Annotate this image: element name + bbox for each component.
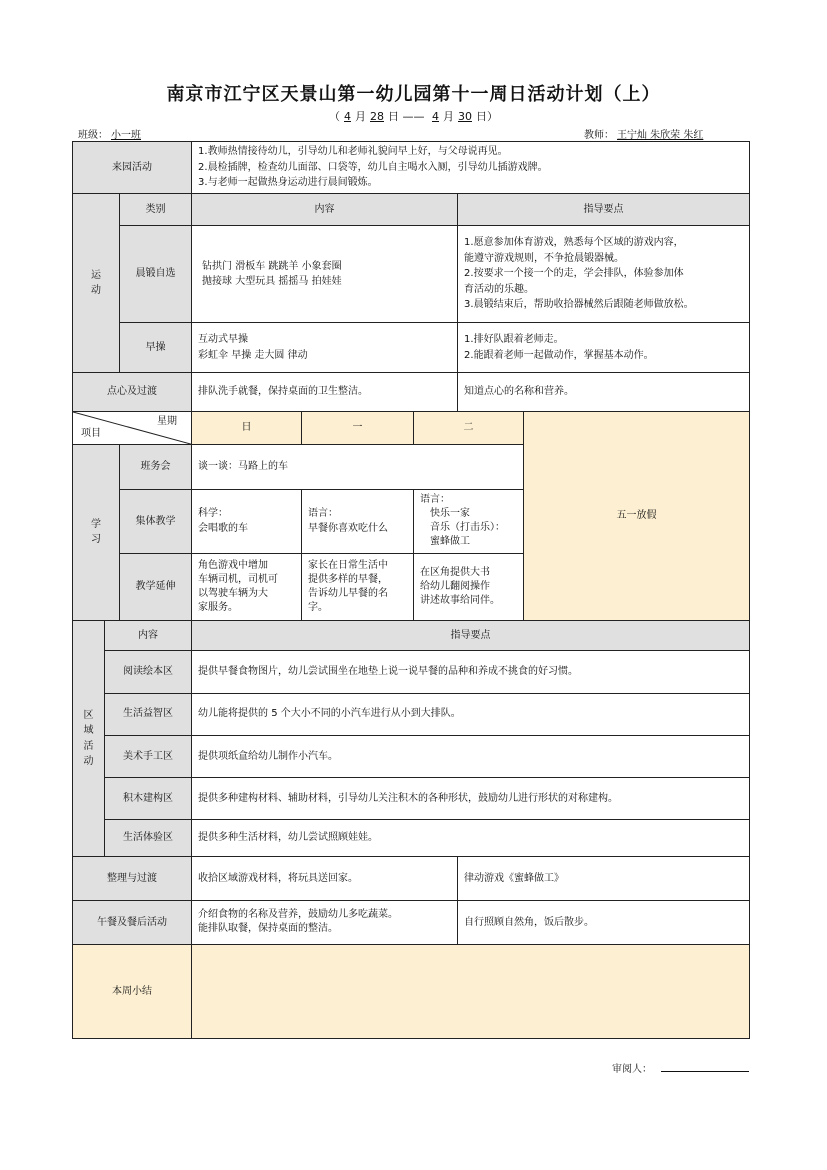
extension-line: 给幼儿翻阅操作 [420,581,491,593]
lunch-content [192,901,458,944]
morning-drill-content [192,323,458,373]
area-row [73,820,750,857]
morning-guide-line: 2.按要求一个接一个的走，学会排队，体验参加体 [464,268,684,280]
date-close: 日） [476,110,498,123]
extension-line: 车辆司机，司机可 [198,574,279,586]
tidy-guide: 律动游戏《蜜蜂做工》 [458,857,750,901]
drill-content-line: 彩虹伞 早操 走大圆 律动 [198,349,308,361]
lunch-row [73,901,750,944]
guide-header: 指导要点 [458,193,750,225]
teaching-line: 科学： [198,507,229,519]
morning-guide-line: 1.愿意参加体育游戏，熟悉每个区域的游戏内容， [464,237,684,249]
week-summary-label: 本周小结 [73,944,192,1038]
study-label-char: 习 [91,534,101,546]
study-label-char: 学 [91,518,101,530]
drill-content-line: 互动式早操 [198,334,249,346]
arrival-content [192,142,750,194]
arrival-line: 1.教师热情接待幼儿，引导幼儿和老师礼貌问早上好，与父母说再见。 [198,146,508,158]
morning-drill-label: 早操 [120,323,192,373]
tidy-content: 收拾区域游戏材料，将玩具送回家。 [192,857,458,901]
activity-plan-table [72,141,750,1039]
arrival-label: 来园活动 [73,142,192,194]
snack-guide: 知道点心的名称和营养。 [458,373,750,411]
area-text: 提供项纸盒给幼儿制作小汽车。 [192,735,750,777]
reviewer-signature-line [661,1071,749,1072]
area-text: 提供多种生活材料，幼儿尝试照顾娃娃。 [192,820,750,857]
class-meeting-content: 谈一谈：马路上的车 [192,444,524,489]
morning-exercise-guide [458,225,750,322]
sports-label [73,193,120,373]
arrival-line: 2.晨检插牌，检查幼儿面部、口袋等，幼儿自主喝水入厕，引导幼儿插游戏牌。 [198,161,548,173]
teaching-tuesday [414,489,524,553]
area-name: 生活体验区 [105,820,192,857]
lunch-guide: 自行照顾自然角，饭后散步。 [458,901,750,944]
morning-exercise-content [192,225,458,322]
area-label-char: 动 [83,756,94,768]
drill-guide-line: 2.能跟着老师一起做动作，掌握基本动作。 [464,349,654,361]
extension-line: 家服务。 [198,602,239,614]
month-char-1: 月 [355,110,366,123]
week-summary-content [192,944,750,1038]
class-value: 小一班 [111,130,141,141]
day-sunday: 日 [192,411,302,444]
weekday-item-corner [73,411,192,444]
extension-line: 角色游戏中增加 [198,560,269,572]
area-label-char: 活 [83,740,94,752]
sports-header-row [73,193,750,225]
morning-exercise-label: 晨锻自选 [120,225,192,322]
date-range [0,108,827,124]
content-header: 内容 [192,193,458,225]
drill-guide-line: 1.排好队跟着老师走。 [464,334,564,346]
class-meeting-label: 班务会 [120,444,192,489]
morning-content-line: 钻拱门 滑板车 跳跳羊 小象套圈 [202,260,342,272]
arrival-line: 3.与老师一起做热身运动进行晨间锻炼。 [198,177,378,189]
teaching-extension-label: 教学延伸 [120,554,192,621]
sports-label-char: 动 [91,285,101,297]
teacher-value: 王宁灿 朱欣荣 朱红 [617,130,704,141]
snack-row [73,373,750,411]
area-guide-header: 指导要点 [192,621,750,651]
extension-line: 以驾驶车辆为大 [198,588,269,600]
reviewer-label: 审阅人： [612,1064,652,1075]
extension-line: 提供多样的早餐， [308,574,389,586]
day-monday: 一 [302,411,414,444]
area-name: 积木建构区 [105,777,192,819]
area-row [73,693,750,735]
teaching-sunday [192,489,302,553]
teacher-label: 教师： [584,130,614,141]
summary-row [73,944,750,1038]
weekday-row [73,411,750,444]
area-text: 提供早餐食物图片，幼儿尝试围坐在地垫上说一说早餐的品种和养成不挑食的好习惯。 [192,651,750,693]
teaching-monday [302,489,414,553]
page-title: 南京市江宁区天景山第一幼儿园第十一周日活动计划（上） [166,84,661,105]
class-info [78,126,144,141]
group-teaching-label: 集体教学 [120,489,192,553]
morning-guide-line: 育活动的乐趣。 [464,283,535,295]
date-dash: —— [402,110,425,123]
weekday-label: 星期 [157,415,178,427]
area-name: 阅读绘本区 [105,651,192,693]
study-label [73,444,120,621]
day-char-1: 日 [388,110,399,123]
arrival-row [73,142,750,194]
extension-line: 在区角提供大书 [420,567,491,579]
lunch-content-line: 介绍食物的名称及营养，鼓励幼儿多吃蔬菜。 [198,909,399,921]
month-char-2: 月 [443,110,454,123]
lunch-content-line: 能排队取餐，保持桌面的整洁。 [198,923,339,935]
teaching-line: 蜜蜂做工 [430,536,471,548]
morning-guide-line: 3.晨锻结束后，帮助收拾器械然后跟随老师做放松。 [464,299,694,311]
area-text: 提供多种建构材料、辅助材料，引导幼儿关注积木的各种形状，鼓励幼儿进行形状的对称建构。 [192,777,750,819]
tidy-row [73,857,750,901]
area-row [73,651,750,693]
teaching-line: 音乐（打击乐）： [430,522,506,534]
morning-exercise-row [73,225,750,322]
extension-sunday [192,554,302,621]
start-day: 28 [370,110,384,123]
extension-line: 告诉幼儿早餐的名 [308,588,389,600]
morning-drill-guide [458,323,750,373]
category-header: 类别 [120,193,192,225]
teaching-line: 语言： [308,507,339,519]
tidy-label: 整理与过渡 [73,857,192,901]
end-month: 4 [432,110,439,123]
area-row [73,777,750,819]
area-activities-label [73,621,105,857]
item-label: 项目 [81,428,101,440]
extension-monday [302,554,414,621]
class-label: 班级： [78,130,108,141]
area-name: 生活益智区 [105,693,192,735]
extension-tuesday [414,554,524,621]
teaching-line: 快乐一家 [430,508,471,520]
date-open: （ [329,110,340,123]
day-tuesday: 二 [414,411,524,444]
extension-line: 字。 [308,602,329,614]
area-row [73,735,750,777]
morning-content-line: 抛接球 大型玩具 摇摇马 拍娃娃 [202,276,342,287]
extension-line: 讲述故事给同伴。 [420,595,501,607]
area-name: 美术手工区 [105,735,192,777]
area-label-char: 区 [83,709,94,721]
extension-line: 家长在日常生活中 [308,560,389,572]
teacher-info [584,126,706,141]
end-day: 30 [458,110,472,123]
teaching-line: 语言： [420,494,451,506]
area-label-char: 域 [83,725,94,737]
teaching-line: 会唱歌的车 [198,523,249,535]
start-month: 4 [344,110,351,123]
holiday-cell: 五一放假 [524,411,750,621]
snack-label: 点心及过渡 [73,373,192,411]
sports-label-char: 运 [91,269,101,281]
area-text: 幼儿能将提供的 5 个大小不同的小汽车进行从小到大排队。 [192,693,750,735]
areas-header-row [73,621,750,651]
snack-content: 排队洗手就餐，保持桌面的卫生整洁。 [192,373,458,411]
teaching-line: 早餐你喜欢吃什么 [308,523,389,535]
morning-drill-row [73,323,750,373]
area-content-header: 内容 [105,621,192,651]
lunch-label: 午餐及餐后活动 [73,901,192,944]
morning-guide-line: 能遵守游戏规则，不争抢晨锻器械。 [464,252,625,264]
